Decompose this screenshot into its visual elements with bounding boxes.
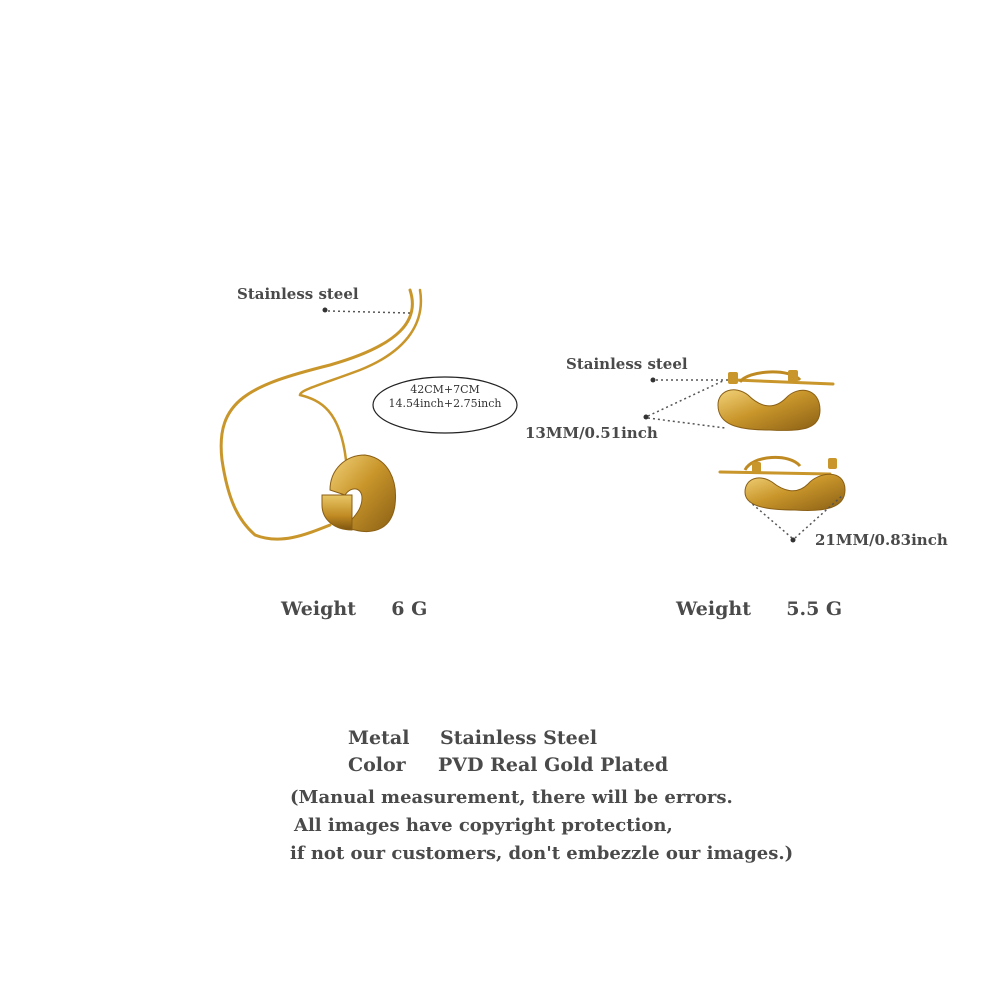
earring-material-pointer bbox=[651, 378, 731, 383]
necklace-length-line2: 14.54inch+2.75inch bbox=[388, 397, 502, 410]
earring-bottom bbox=[720, 457, 845, 510]
earring-top bbox=[718, 370, 833, 430]
earring-height-label: 13MM/0.51inch bbox=[525, 424, 658, 442]
earring-weight bbox=[676, 598, 842, 620]
necklace-length-text bbox=[373, 383, 517, 411]
necklace-material-pointer bbox=[323, 308, 411, 314]
earring-material-label: Stainless steel bbox=[566, 355, 688, 373]
note-line-1: (Manual measurement, there will be errors. bbox=[290, 787, 733, 808]
necklace-weight-value: 6 G bbox=[391, 598, 428, 620]
spec-color-label: Color bbox=[348, 754, 406, 776]
note-line-2: All images have copyright protection, bbox=[294, 815, 673, 836]
necklace-material-label: Stainless steel bbox=[237, 285, 359, 303]
necklace-pendant bbox=[322, 455, 396, 532]
spec-metal-value: Stainless Steel bbox=[440, 727, 598, 749]
spec-metal-label: Metal bbox=[348, 727, 410, 749]
necklace-length-line1: 42CM+7CM bbox=[410, 383, 480, 396]
earring-width-label: 21MM/0.83inch bbox=[815, 531, 948, 549]
earring-height-pointer bbox=[644, 380, 726, 428]
necklace-weight-label: Weight bbox=[281, 598, 356, 620]
spec-color-value: PVD Real Gold Plated bbox=[438, 754, 669, 776]
earring-weight-label: Weight bbox=[676, 598, 751, 620]
necklace-weight bbox=[281, 598, 427, 620]
note-line-3: if not our customers, don't embezzle our images.) bbox=[290, 843, 794, 864]
earring-weight-value: 5.5 G bbox=[786, 598, 843, 620]
